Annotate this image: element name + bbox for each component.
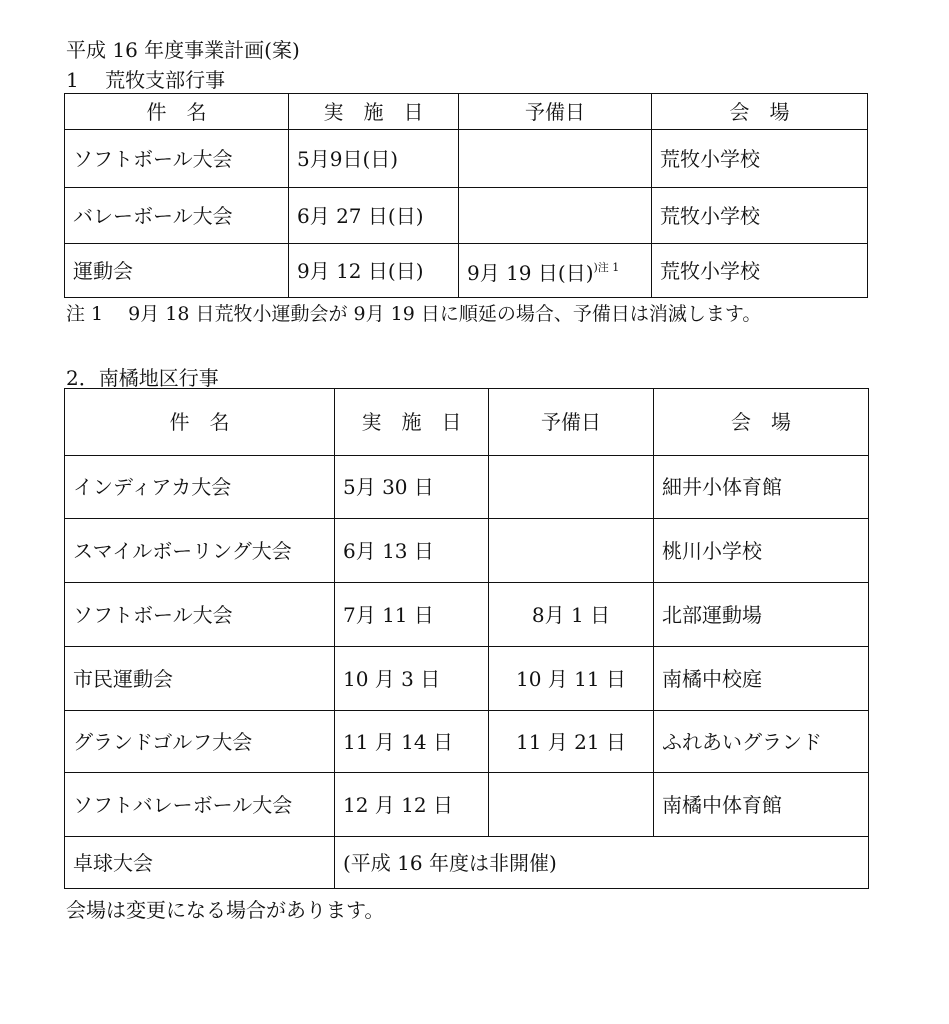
header-venue: 会 場 [652, 94, 868, 130]
reserve-date: 8月 1 日 [489, 583, 654, 647]
table-row [65, 130, 868, 188]
event-name: スマイルボーリング大会 [73, 538, 292, 563]
reserve-date [459, 188, 652, 244]
header-event-name: 件 名 [65, 389, 335, 456]
reserve-date-cell [459, 244, 652, 298]
venue: ふれあいグランド [654, 711, 869, 773]
event-name: ソフトボール大会 [65, 583, 335, 647]
table-row [65, 519, 869, 583]
event-name-cell [65, 773, 335, 837]
table-row [65, 647, 869, 711]
event-name: ソフトボール大会 [65, 130, 289, 188]
event-name: 運動会 [65, 244, 289, 298]
section1-note: 注 1 9月 18 日荒牧小運動会が 9月 19 日に順延の場合、予備日は消滅します。 [66, 303, 762, 325]
section2-table [64, 388, 869, 889]
event-date: 6月 27 日(日) [289, 188, 459, 244]
event-date: 11 月 14 日 [335, 711, 489, 773]
reserve-date: 9月 19 日(日) [467, 261, 594, 285]
venue: 細井小体育館 [654, 456, 869, 519]
event-name: インディアカ大会 [65, 456, 335, 519]
header-date: 実 施 日 [335, 389, 489, 456]
table-row [65, 837, 869, 889]
venue: 南橘中体育館 [654, 773, 869, 837]
event-date: 6月 13 日 [335, 519, 489, 583]
event-name: バレーボール大会 [65, 188, 289, 244]
table-header-row [65, 389, 869, 456]
header-reserve-date: 予備日 [489, 389, 654, 456]
footnote-marker: )注 1 [593, 261, 620, 274]
event-date: 9月 12 日(日) [289, 244, 459, 298]
event-name: ソフトバレーボール大会 [73, 792, 293, 817]
table-row [65, 456, 869, 519]
table-header-row [65, 94, 868, 130]
table-row [65, 188, 868, 244]
event-name: グランドゴルフ大会 [65, 711, 335, 773]
venue: 荒牧小学校 [652, 130, 868, 188]
table-row [65, 244, 868, 298]
header-event-name: 件 名 [65, 94, 289, 130]
section1-table [64, 93, 868, 298]
table-row [65, 583, 869, 647]
event-date: 7月 11 日 [335, 583, 489, 647]
venue: 南橘中校庭 [654, 647, 869, 711]
event-name: 市民運動会 [65, 647, 335, 711]
venue: 北部運動場 [654, 583, 869, 647]
section1-heading: 1 荒牧支部行事 [66, 68, 226, 92]
reserve-date: 10 月 11 日 [489, 647, 654, 711]
reserve-date [489, 773, 654, 837]
event-name: 卓球大会 [65, 837, 335, 889]
event-date: 10 月 3 日 [335, 647, 489, 711]
header-reserve-date: 予備日 [459, 94, 652, 130]
reserve-date [489, 519, 654, 583]
reserve-date [459, 130, 652, 188]
not-held-note: (平成 16 年度は非開催) [335, 837, 869, 889]
table-row [65, 711, 869, 773]
event-date: 5月 30 日 [335, 456, 489, 519]
venue: 桃川小学校 [654, 519, 869, 583]
section2-heading: 2．南橘地区行事 [66, 366, 219, 390]
document-title: 平成 16 年度事業計画(案) [66, 38, 300, 62]
event-date: 5月9日(日) [289, 130, 459, 188]
event-date: 12 月 12 日 [335, 773, 489, 837]
venue: 荒牧小学校 [652, 244, 868, 298]
header-venue: 会 場 [654, 389, 869, 456]
venue: 荒牧小学校 [652, 188, 868, 244]
table-row [65, 773, 869, 837]
header-date: 実 施 日 [289, 94, 459, 130]
event-name-cell [65, 519, 335, 583]
venue-change-note: 会場は変更になる場合があります。 [66, 898, 385, 922]
reserve-date [489, 456, 654, 519]
reserve-date: 11 月 21 日 [489, 711, 654, 773]
